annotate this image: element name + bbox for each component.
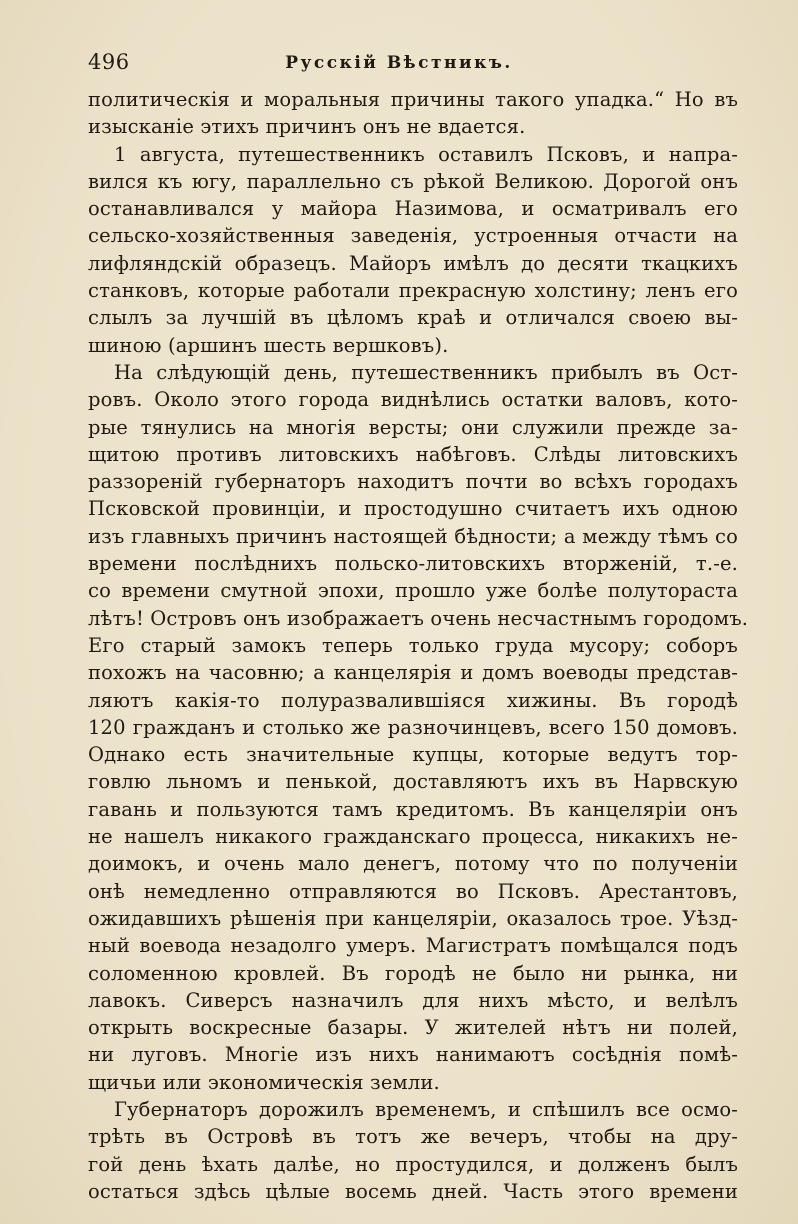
text-line: доимокъ, и очень мало денегъ, потому что по полученіи xyxy=(88,852,738,876)
text-line: ожидавшихъ рѣшенія при канцеляріи, оказалось трое. Уѣзд- xyxy=(88,906,738,930)
text-line: ровъ. Около этого города виднѣлись остатки валовъ, кото- xyxy=(88,388,738,412)
text-line: ный воевода незадолго умеръ. Магистратъ помѣщался подъ xyxy=(88,934,738,958)
text-line: станковъ, которые работали прекрасную холстину; ленъ его xyxy=(88,279,738,303)
text-line: времени послѣднихъ польско-литовскихъ вторженій, т.-е. xyxy=(88,552,738,576)
text-line: трѣть въ Островѣ въ тотъ же вечеръ, чтобы на дру- xyxy=(88,1125,738,1149)
text-line: щичьи или экономическія земли. xyxy=(88,1070,440,1094)
text-line: рые тянулись на многія версты; они служили прежде за- xyxy=(88,415,738,439)
text-line: не нашелъ никакого гражданскаго процесса, никакихъ не- xyxy=(88,825,738,849)
text-line: соломенною кровлей. Въ городѣ не было ни рынка, ни xyxy=(88,961,738,985)
text-line: гой день ѣхать далѣе, но простудился, и долженъ былъ xyxy=(88,1152,738,1176)
text-line: 1 августа, путешественникъ оставилъ Псковъ, и напра- xyxy=(114,142,738,166)
running-title: Русскій Вѣстникъ. xyxy=(285,53,513,73)
text-line: щитою противъ литовскихъ набѣговъ. Слѣды литовскихъ xyxy=(88,442,738,466)
text-line: сельско-хозяйственныя заведенія, устроенныя отчасти на xyxy=(88,224,738,248)
text-line: похожъ на часовню; а канцелярія и домъ воеводы представ- xyxy=(88,661,738,685)
text-line: лавокъ. Сиверсъ назначилъ для нихъ мѣсто, и велѣлъ xyxy=(88,988,738,1012)
text-line: раззореній губернаторъ находитъ почти во всѣхъ городахъ xyxy=(88,470,738,494)
text-line: Губернаторъ дорожилъ временемъ, и спѣшилъ все осмо- xyxy=(114,1097,738,1121)
text-line: вился къ югу, параллельно съ рѣкой Великою. Дорогой онъ xyxy=(88,169,738,193)
page-number: 496 xyxy=(88,50,130,74)
page-header xyxy=(88,50,710,76)
text-line: изысканіе этихъ причинъ онъ не вдается. xyxy=(88,115,526,139)
text-line: слылъ за лучшій въ цѣломъ краѣ и отличался своею вы- xyxy=(88,306,738,330)
text-line: шиною (аршинъ шесть вершковъ). xyxy=(88,333,449,357)
text-line: Однако есть значительные купцы, которые ведутъ тор- xyxy=(88,743,738,767)
text-line: онѣ немедленно отправляются во Псковъ. Арестантовъ, xyxy=(88,879,738,903)
body-text xyxy=(88,86,749,1205)
text-line: ни луговъ. Многіе изъ нихъ нанимаютъ сосѣднія помѣ- xyxy=(88,1043,738,1067)
text-line: 120 гражданъ и столько же разночинцевъ, всего 150 домовъ. xyxy=(88,715,738,739)
text-line: лифляндскій образецъ. Майоръ имѣлъ до десяти ткацкихъ xyxy=(88,251,738,275)
text-line: говлю льномъ и пенькой, доставляютъ ихъ въ Нарвскую xyxy=(88,770,738,794)
text-line: со времени смутной эпохи, прошло уже болѣе полутораста xyxy=(88,579,738,603)
text-line: лѣтъ! Островъ онъ изображаетъ очень несчастнымъ городомъ. xyxy=(88,606,749,630)
text-line: гавань и пользуются тамъ кредитомъ. Въ канцеляріи онъ xyxy=(88,797,738,821)
text-line: изъ главныхъ причинъ настоящей бѣдности; а между тѣмъ со xyxy=(88,524,738,548)
text-line: останавливался у майора Назимова, и осматривалъ его xyxy=(88,197,738,221)
text-line: остаться здѣсь цѣлые восемь дней. Часть этого времени xyxy=(88,1179,738,1203)
text-line: На слѣдующій день, путешественникъ прибылъ въ Ост- xyxy=(114,360,738,384)
text-line: Псковской провинціи, и простодушно считаетъ ихъ одною xyxy=(88,497,738,521)
text-line: политическія и моральныя причины такого упадка.“ Но въ xyxy=(88,88,738,111)
text-line: открыть воскресные базары. У жителей нѣтъ ни полей, xyxy=(88,1016,738,1040)
text-line: ляютъ какія-то полуразвалившіяся хижины. Въ городѣ xyxy=(88,688,738,712)
text-line: Его старый замокъ теперь только груда мусору; соборъ xyxy=(88,633,738,657)
